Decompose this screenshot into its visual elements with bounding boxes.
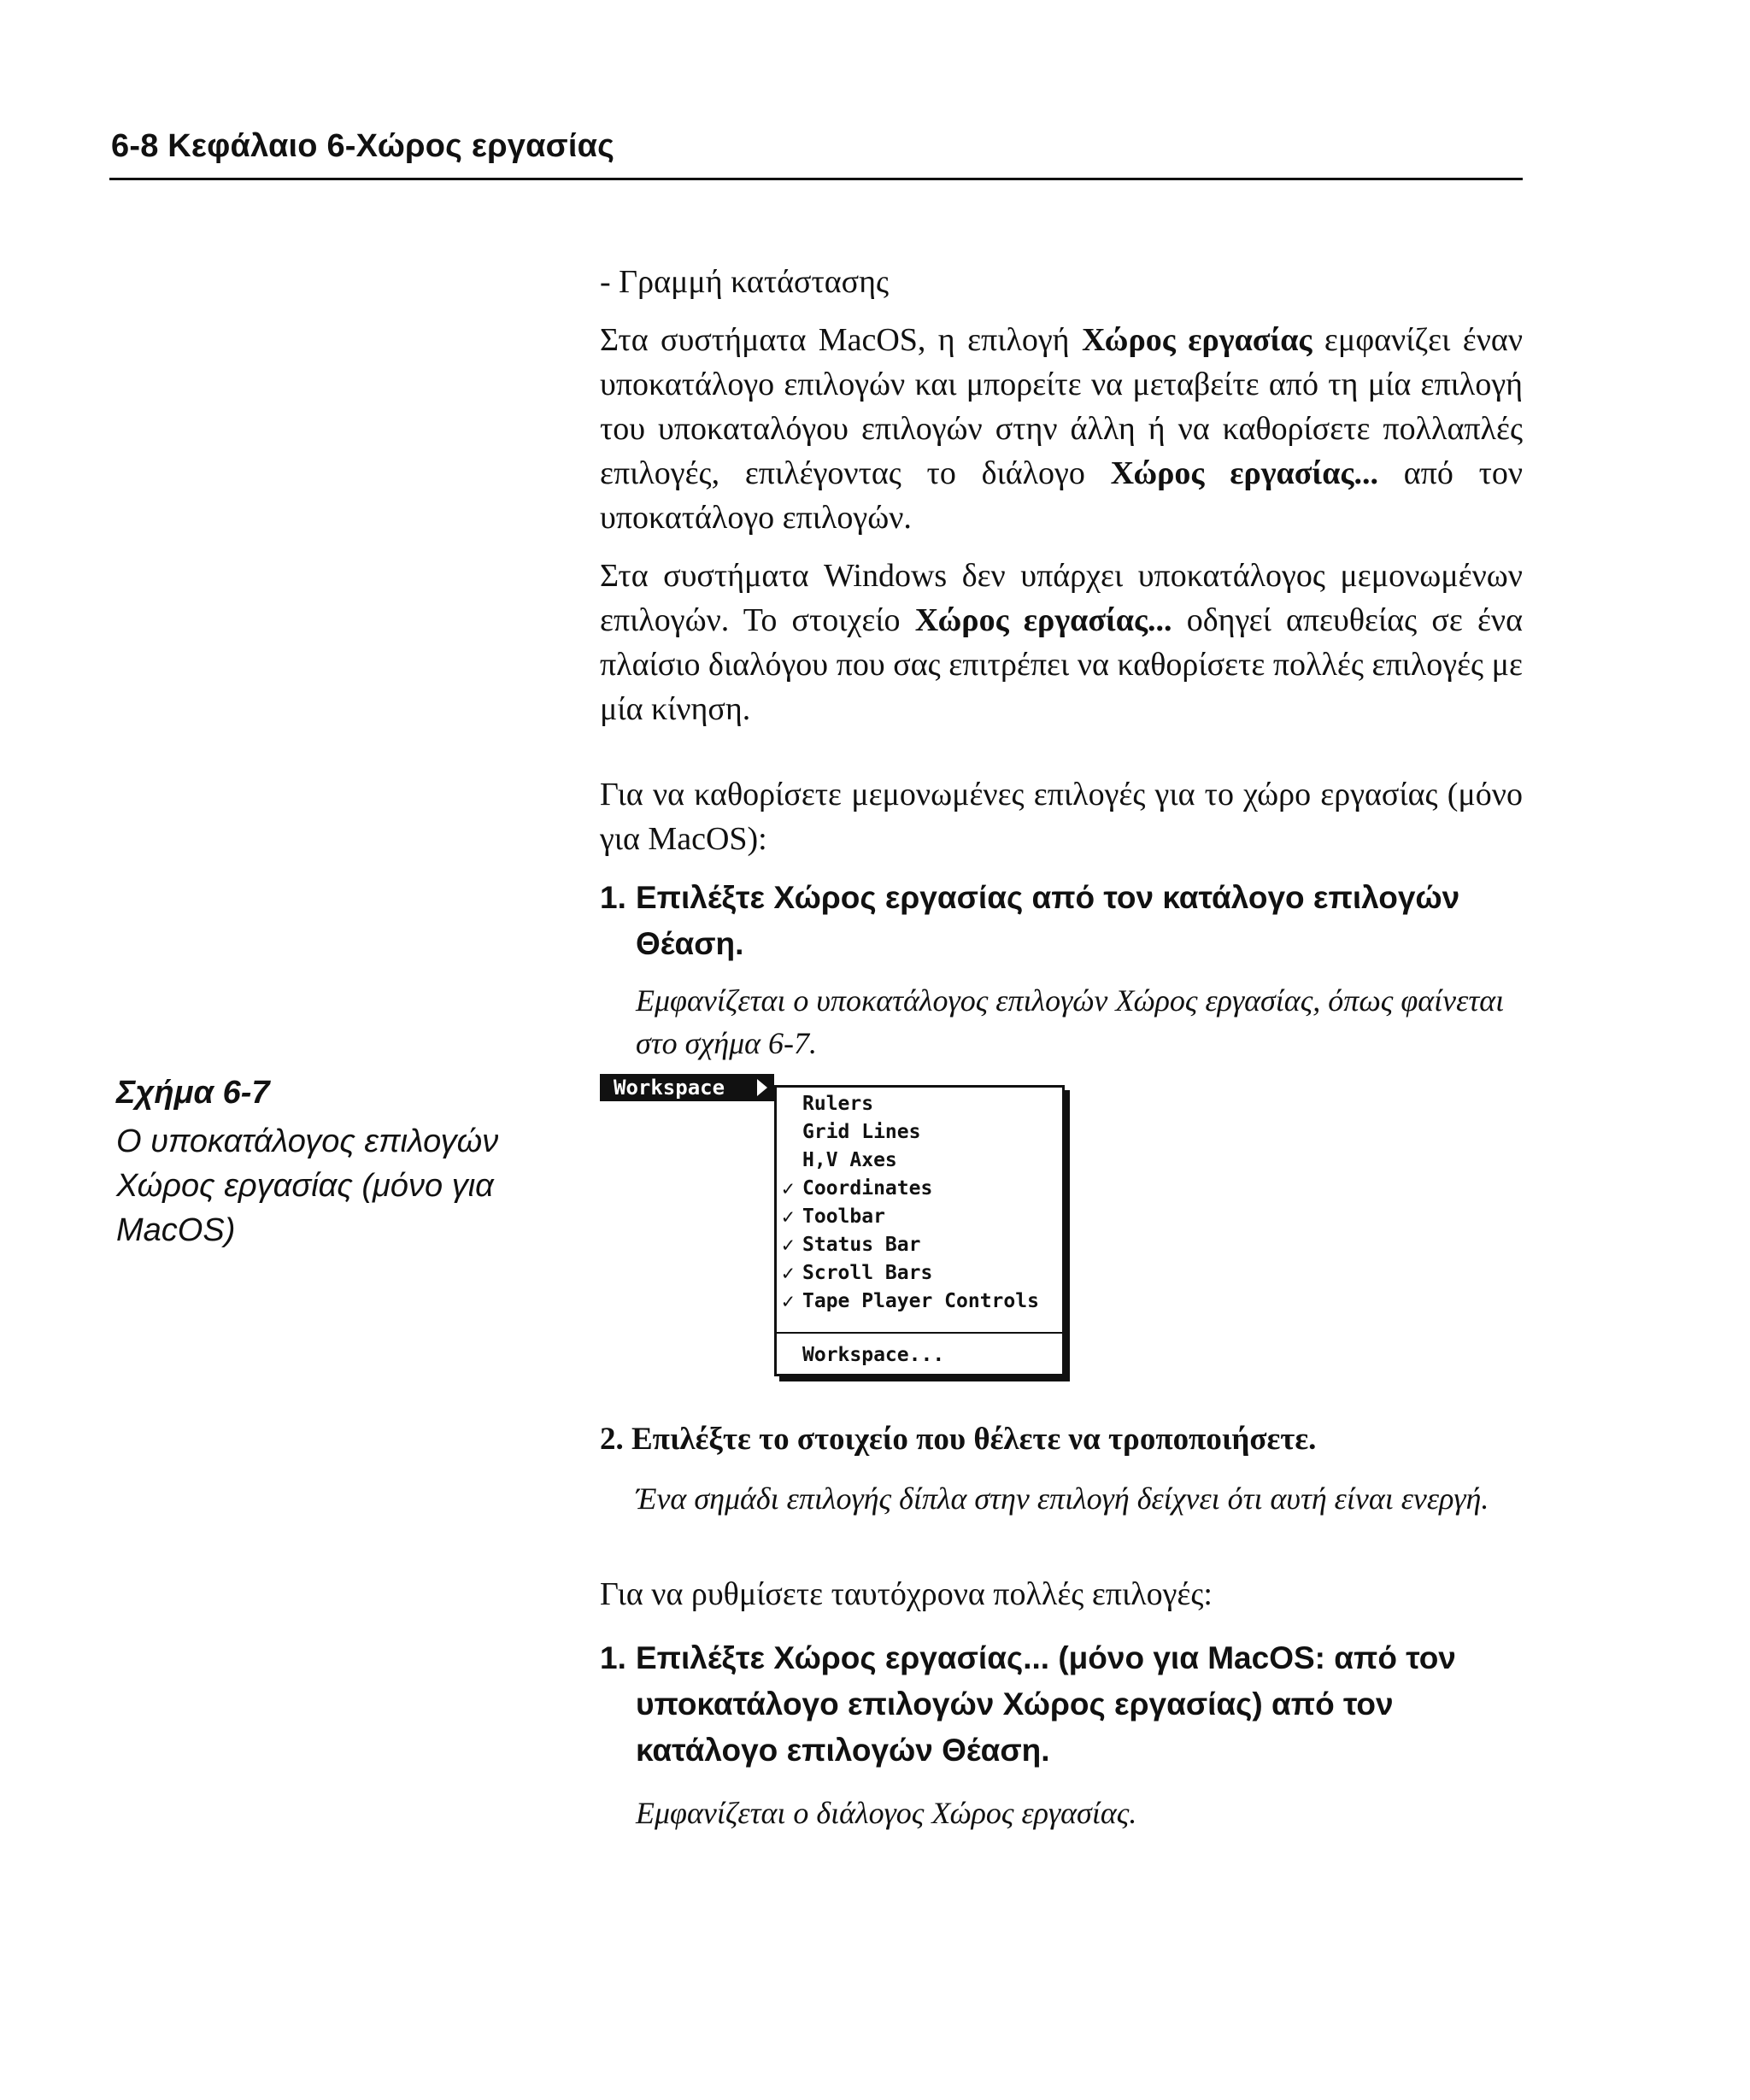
menu-item-label: Rulers: [802, 1093, 874, 1115]
check-icon: ✓: [782, 1205, 795, 1229]
intro-paragraph: Για να καθορίσετε μεμονωμένες επιλογές για το χώρο εργασίας (μόνο για MacOS):: [600, 777, 1523, 857]
menu-item-label: Scroll Bars: [802, 1262, 933, 1284]
menu-item-coordinates[interactable]: [782, 1175, 933, 1203]
macos-bold-1: Χώρος εργασίας: [1081, 322, 1312, 358]
step-2-number: 2.: [600, 1422, 624, 1457]
multi-options-paragraph: Για να ρυθμίσετε ταυτόχρονα πολλές επιλογές:: [600, 1576, 1213, 1612]
windows-paragraph: [600, 554, 1523, 731]
figure-caption-title: Σχήμα 6-7: [116, 1075, 270, 1111]
step-1-multi-result: Εμφανίζεται ο διάλογος Χώρος εργασίας.: [636, 1796, 1137, 1830]
menu-item-hv-axes[interactable]: [802, 1147, 897, 1175]
menu-item-label: Status Bar: [802, 1234, 921, 1256]
menu-item-label: Workspace...: [802, 1344, 945, 1366]
submenu-arrow-icon: [757, 1079, 767, 1096]
running-header: 6-8 Κεφάλαιο 6-Χώρος εργασίας: [111, 128, 615, 164]
windows-bold-1: Χώρος εργασίας...: [914, 602, 1172, 638]
menu-item-toolbar[interactable]: [782, 1203, 885, 1231]
check-icon: ✓: [782, 1176, 795, 1200]
step-1: [600, 875, 1523, 967]
step-1-multi-number: 1.: [600, 1640, 626, 1675]
macos-bold-2: Χώρος εργασίας...: [1110, 455, 1378, 491]
menu-item-scroll-bars[interactable]: [782, 1259, 933, 1288]
step-1-number: 1.: [600, 880, 626, 915]
step-1-multi-text: Επιλέξτε Χώρος εργασίας... (μόνο για MacOS: από τον υποκατάλογο επιλογών Χώρος εργασίας) από τον κατάλογο επιλογών Θέαση.: [636, 1640, 1456, 1768]
step-2: [600, 1417, 1523, 1463]
step-1-multi: [600, 1635, 1523, 1774]
macos-text-1: Στα συστήματα MacOS, η επιλογή: [600, 322, 1082, 358]
menu-item-label: Toolbar: [802, 1205, 885, 1228]
menu-item-label: Coordinates: [802, 1177, 933, 1200]
windows-text-2: οδηγεί απευθείας σε ένα πλαίσιο διαλόγου που σας επιτρέπει να καθορίσετε πολλές επιλογές με μία κίνηση.: [600, 602, 1523, 727]
step-2-text: Επιλέξτε το στοιχείο που θέλετε να τροποποιήσετε.: [631, 1422, 1317, 1457]
menu-item-tape-player-controls[interactable]: [782, 1288, 1039, 1316]
step-2-result: Ένα σημάδι επιλογής δίπλα στην επιλογή δείχνει ότι αυτή είναι ενεργή.: [636, 1481, 1489, 1516]
menu-item-label: Tape Player Controls: [802, 1290, 1039, 1312]
figure-caption-body: Ο υποκατάλογος επιλογών Χώρος εργασίας (μόνο για MacOS): [116, 1123, 499, 1248]
status-line-item: - Γραμμή κατάστασης: [600, 264, 890, 300]
workspace-menu-label: Workspace: [614, 1076, 725, 1100]
check-icon: ✓: [782, 1233, 795, 1257]
menu-separator: [777, 1332, 1062, 1334]
macos-text-3: από τον υποκατάλογο επιλογών.: [600, 455, 1524, 536]
menu-item-workspace-dialog[interactable]: [802, 1341, 944, 1370]
check-icon: ✓: [782, 1261, 795, 1285]
macos-paragraph: [600, 318, 1523, 540]
windows-text-1: Στα συστήματα Windows δεν υπάρχει υποκατάλογος μεμονωμένων επιλογών. Το στοιχείο: [600, 558, 1523, 638]
menu-item-label: Grid Lines: [802, 1121, 921, 1143]
header-rule: [109, 178, 1523, 180]
workspace-submenu: [774, 1085, 1065, 1376]
menu-item-grid-lines[interactable]: [802, 1118, 920, 1147]
menu-item-rulers[interactable]: [802, 1090, 873, 1118]
menu-item-label: H,V Axes: [802, 1149, 897, 1171]
check-icon: ✓: [782, 1289, 795, 1313]
step-1-text: Επιλέξτε Χώρος εργασίας από τον κατάλογο επιλογών Θέαση.: [636, 880, 1460, 961]
workspace-menu-item[interactable]: [600, 1074, 774, 1101]
macos-text-2: εμφανίζει έναν υποκατάλογο επιλογών και μπορείτε να μεταβείτε από τη μία επιλογή του υποκαταλόγου επιλογών στην άλλη ή να καθορίσετε πολλαπλές επιλογές, επιλέγοντας το διάλογο: [600, 322, 1523, 491]
menu-item-status-bar[interactable]: [782, 1231, 921, 1259]
step-1-result: Εμφανίζεται ο υποκατάλογος επιλογών Χώρος εργασίας, όπως φαίνεται στο σχήμα 6-7.: [636, 983, 1505, 1060]
